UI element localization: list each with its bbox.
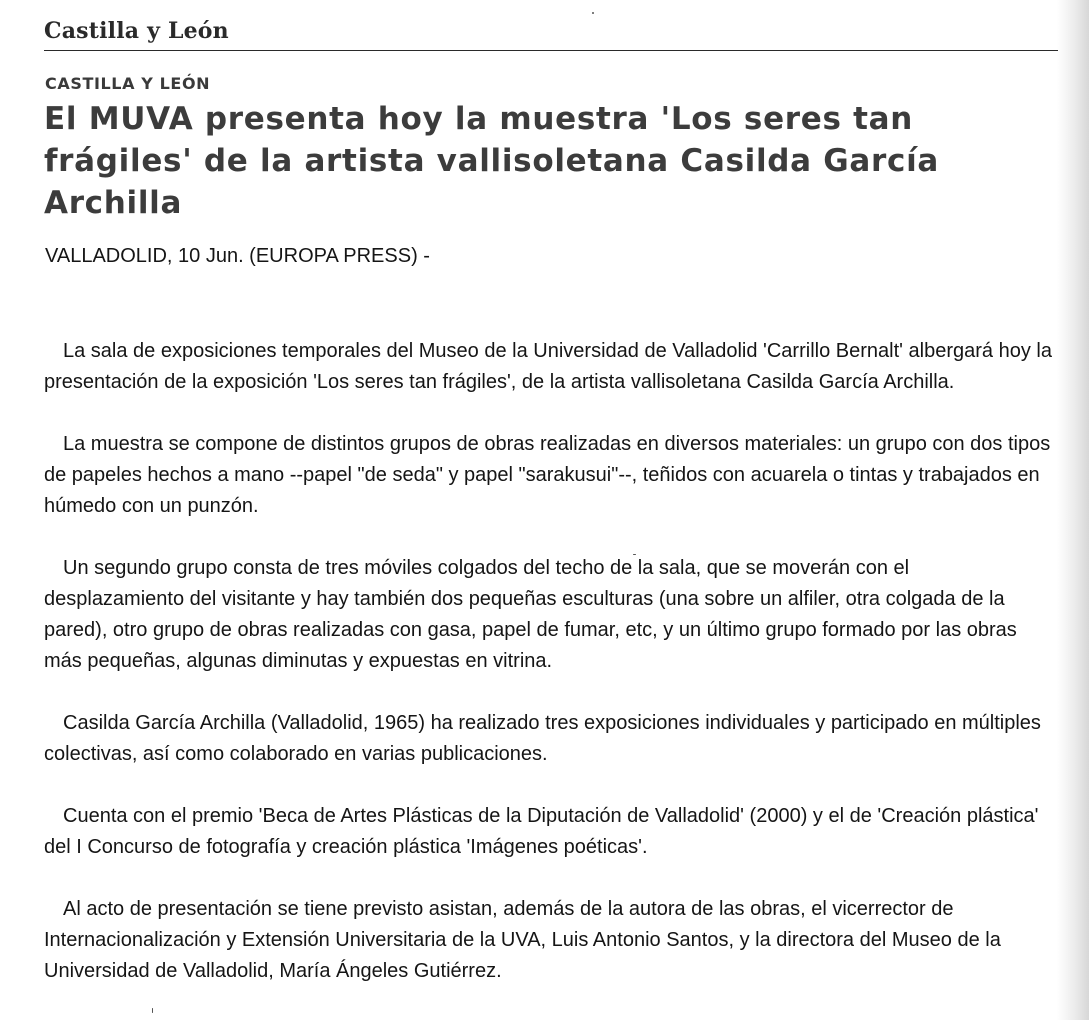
article-kicker: CASTILLA Y LEÓN xyxy=(45,74,211,93)
article-paragraph: Un segundo grupo consta de tres móviles colgados del techo de la sala, que se moverán con el desplazamiento del visitante y hay también dos pequeñas esculturas (una sobre un alfiler, otra colgada de la pared), otro grupo de obras realizadas con gasa, papel de fumar, etc, y un último grupo formado por las obras más pequeñas, algunas diminutas y expuestas en vitrina. xyxy=(44,557,1017,672)
article-paragraph: Cuenta con el premio 'Beca de Artes Plásticas de la Diputación de Valladolid' (2000) y el de 'Creación plástica' del I Concurso de fotografía y creación plástica 'Imágenes poéticas'. xyxy=(44,805,1039,858)
article-paragraph: Casilda García Archilla (Valladolid, 1965) ha realizado tres exposiciones individuales y participado en múltiples colectivas, así como colaborado en varias publicaciones. xyxy=(44,712,1041,765)
article-paragraph: La muestra se compone de distintos grupos de obras realizadas en diversos materiales: un grupo con dos tipos de papeles hechos a mano --papel "de seda" y papel "sarakusui"--, teñidos con acuarela o tintas y trabajados en húmedo con un punzón. xyxy=(44,433,1051,517)
article-dateline: VALLADOLID, 10 Jun. (EUROPA PRESS) - xyxy=(45,245,430,267)
scan-shadow-edge xyxy=(1057,0,1089,1020)
article-paragraph: Al acto de presentación se tiene previsto asistan, además de la autora de las obras, el vicerrector de Internacionalización y Extensión Universitaria de la UVA, Luis Antonio Santos, y la directora del Museo de la Universidad de Valladolid, María Ángeles Gutiérrez. xyxy=(44,898,1001,982)
article-paragraph: La sala de exposiciones temporales del Museo de la Universidad de Valladolid 'Carrillo Bernalt' albergará hoy la presentación de la exposición 'Los seres tan frágiles', de la artista vallisoletana Casilda García Archilla. xyxy=(44,340,1052,393)
section-divider xyxy=(44,50,1058,51)
article-headline: El MUVA presenta hoy la muestra 'Los seres tan frágiles' de la artista vallisoletana Casilda García Archilla xyxy=(44,101,940,221)
article-body xyxy=(44,336,1054,987)
section-header: Castilla y León xyxy=(44,18,229,44)
scan-speck xyxy=(152,1008,153,1013)
scan-speck xyxy=(592,12,594,14)
